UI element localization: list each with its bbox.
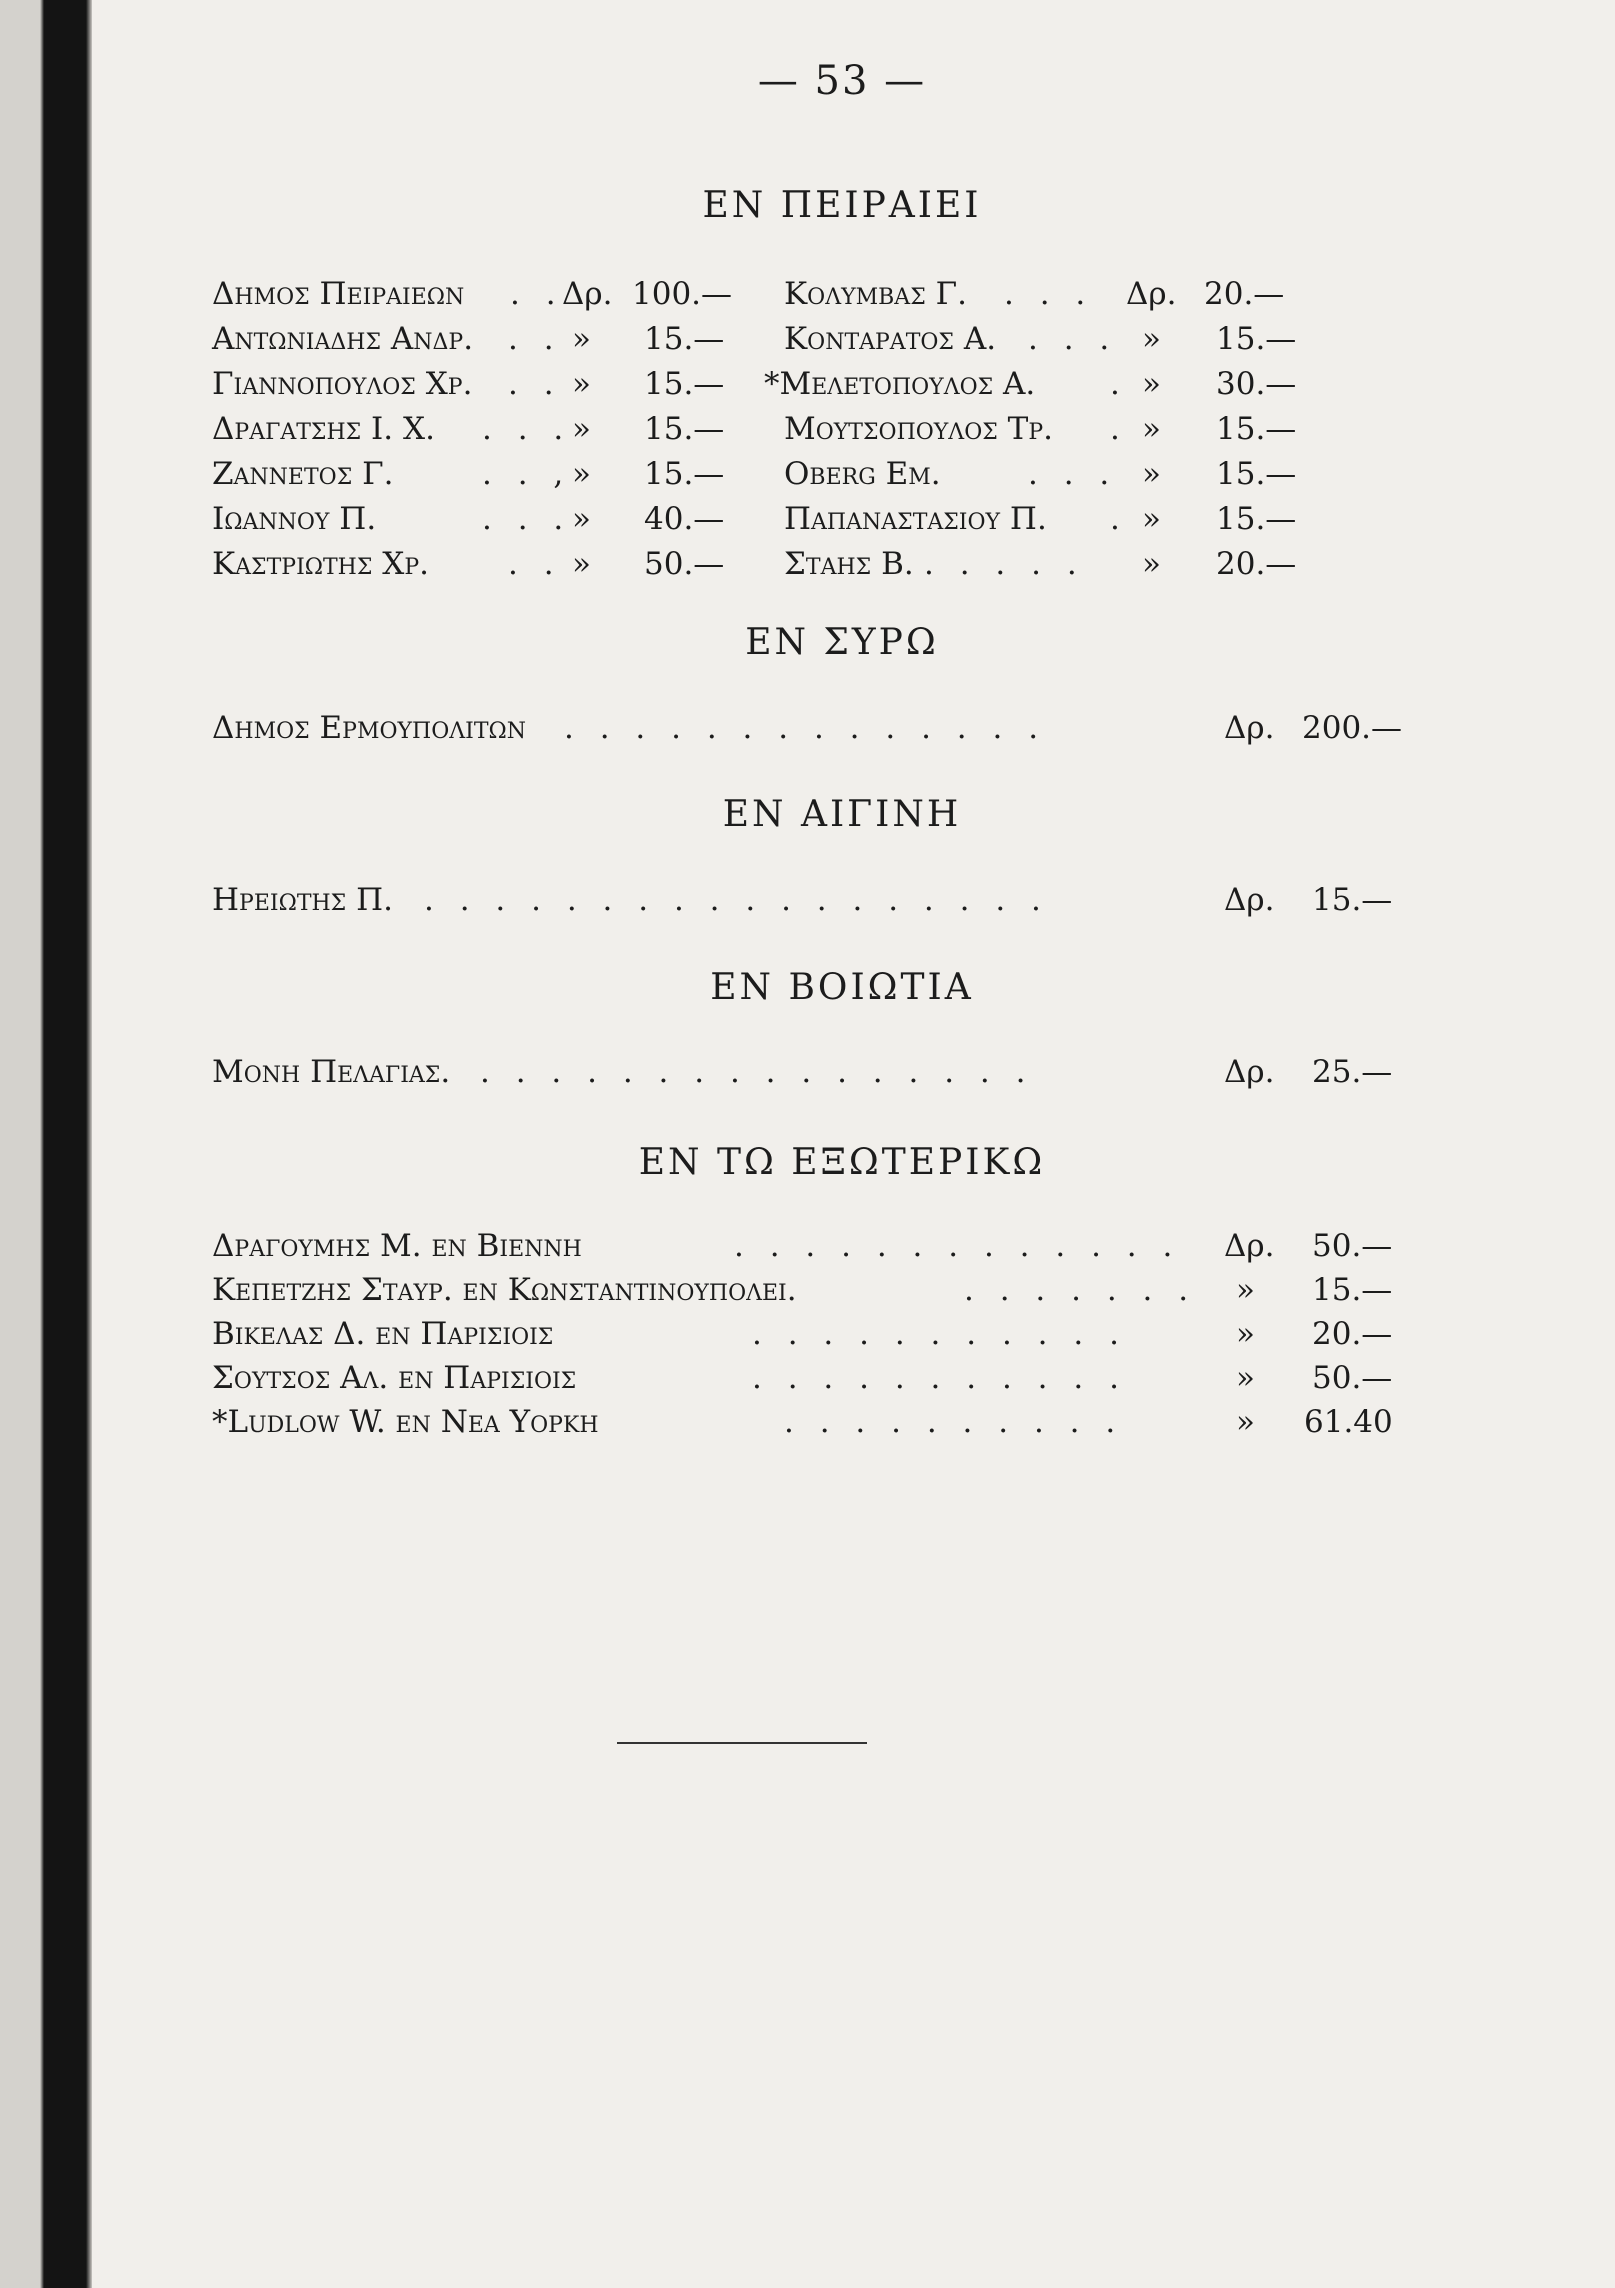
leader-dots: . . .	[1028, 456, 1118, 492]
leader-dots: . .	[508, 366, 562, 402]
closing-rule	[617, 1742, 867, 1744]
entry-name: *Μελετοπουλος Α.	[764, 366, 1036, 402]
amount: 20.—	[1216, 546, 1297, 582]
currency-unit: Δρ.	[562, 276, 613, 312]
leader-dots: . . .	[1028, 321, 1118, 357]
currency-unit: Δρ.	[1126, 276, 1177, 312]
leader-dots: . .	[510, 276, 564, 312]
section-title-syros: ΕΝ ΣΥΡΩ	[745, 622, 939, 663]
amount: 15.—	[644, 321, 725, 357]
leader-dots: .	[1110, 411, 1128, 447]
currency-unit: »	[1236, 1316, 1255, 1352]
currency-unit: »	[1142, 321, 1161, 357]
amount: 15.—	[1216, 411, 1297, 447]
entry-name: Σταης Β.	[784, 546, 914, 582]
currency-unit: »	[1236, 1360, 1255, 1396]
amount: 50.—	[644, 546, 725, 582]
currency-unit: »	[572, 546, 591, 582]
list-item	[212, 1404, 1412, 1444]
currency-unit: »	[1142, 366, 1161, 402]
leader-dots: . . . . . . . . . . . . . .	[564, 710, 1047, 746]
amount: 50.—	[1312, 1228, 1393, 1264]
currency-unit: »	[572, 321, 591, 357]
list-item	[212, 1316, 1412, 1356]
entry-name: Ηρειωτης Π.	[212, 882, 393, 918]
list-item	[212, 1228, 1412, 1268]
currency-unit: Δρ.	[1224, 1228, 1275, 1264]
leader-dots: . . . . . . . . . . . . . . . . . .	[424, 882, 1049, 918]
entry-name: Αντωνιαδης Ανδρ.	[212, 321, 474, 357]
list-item	[212, 882, 1412, 922]
amount: 15.—	[1312, 882, 1393, 918]
amount: 15.—	[1216, 321, 1297, 357]
leader-dots: .	[1110, 366, 1128, 402]
book-binding-edge	[0, 0, 92, 2288]
list-item	[212, 1272, 1412, 1312]
currency-unit: »	[572, 456, 591, 492]
currency-unit: Δρ.	[1224, 710, 1275, 746]
amount: 15.—	[644, 366, 725, 402]
entry-name: Μουτσοπουλος Τρ.	[784, 411, 1053, 447]
entry-name: Ιωαννου Π.	[212, 501, 377, 537]
leader-dots: . . .	[482, 411, 572, 447]
entry-name: Σουτσος Αλ. εν Παρισιοις	[212, 1360, 577, 1396]
currency-unit: »	[1236, 1404, 1255, 1440]
section-title-piraeus: ΕΝ ΠΕΙΡΑΙΕΙ	[702, 185, 982, 226]
leader-dots: .	[1110, 501, 1128, 537]
document-page	[92, 0, 1615, 2288]
currency-unit: »	[1142, 501, 1161, 537]
leader-dots: . .	[508, 321, 562, 357]
leader-dots: . . . . . . . . . . . . . . . .	[480, 1054, 1034, 1090]
entry-name: Ζαννετος Γ.	[212, 456, 394, 492]
section-title-boeotia: ΕΝ ΒΟΙΩΤΙΑ	[710, 967, 974, 1008]
currency-unit: Δρ.	[1224, 1054, 1275, 1090]
amount: 50.—	[1312, 1360, 1393, 1396]
amount: 15.—	[644, 411, 725, 447]
leader-dots: . . . . . . . . . . . . .	[734, 1228, 1181, 1264]
entry-name: Παπαναστασιου Π.	[784, 501, 1047, 537]
entry-name: Βικελας Δ. εν Παρισιοις	[212, 1316, 554, 1352]
currency-unit: »	[572, 501, 591, 537]
amount: 15.—	[1312, 1272, 1393, 1308]
amount: 30.—	[1216, 366, 1297, 402]
currency-unit: »	[572, 411, 591, 447]
leader-dots: . .	[508, 546, 562, 582]
amount: 20.—	[1312, 1316, 1393, 1352]
currency-unit: Δρ.	[1224, 882, 1275, 918]
leader-dots: . . ,	[482, 456, 572, 492]
entry-name: Κολυμβας Γ.	[784, 276, 967, 312]
amount: 61.40	[1304, 1404, 1393, 1440]
leader-dots: . . . . .	[924, 546, 1085, 582]
entry-name: Κονταρατος Α.	[784, 321, 997, 357]
leader-dots: . . . . . . . . . . .	[752, 1360, 1127, 1396]
list-item	[212, 710, 1412, 750]
leader-dots: . . .	[482, 501, 572, 537]
list-item	[212, 1054, 1412, 1094]
entry-name: Δημος Ερμουπολιτων	[212, 710, 527, 746]
section-title-abroad: ΕΝ ΤΩ ΕΞΩΤΕΡΙΚΩ	[638, 1142, 1046, 1183]
currency-unit: »	[1142, 456, 1161, 492]
entry-name: Oberg Εμ.	[784, 456, 941, 492]
entry-name: Γιαννοπουλος Χρ.	[212, 366, 473, 402]
entry-name: Δραγουμης Μ. εν Βιεννη	[212, 1228, 582, 1264]
amount: 40.—	[644, 501, 725, 537]
amount: 100.—	[632, 276, 733, 312]
amount: 15.—	[1216, 456, 1297, 492]
currency-unit: »	[1236, 1272, 1255, 1308]
currency-unit: »	[1142, 546, 1161, 582]
amount: 15.—	[1216, 501, 1297, 537]
section-title-aegina: ΕΝ ΑΙΓΙΝΗ	[722, 794, 962, 835]
leader-dots: . . .	[1004, 276, 1094, 312]
page-number: — 53 —	[757, 58, 927, 104]
currency-unit: »	[1142, 411, 1161, 447]
entry-name: Κεπετζης Σταυρ. εν Κωνσταντινουπολει.	[212, 1272, 797, 1308]
leader-dots: . . . . . . . . . .	[784, 1404, 1124, 1440]
entry-name: Μονη Πελαγιας.	[212, 1054, 451, 1090]
entry-name: Δραγατσης Ι. Χ.	[212, 411, 435, 447]
entry-name: *Ludlow W. εν Νεα Υορκη	[212, 1404, 599, 1440]
amount: 20.—	[1204, 276, 1285, 312]
amount: 15.—	[644, 456, 725, 492]
entry-name: Δημος Πειραιεων	[212, 276, 465, 312]
amount: 200.—	[1302, 710, 1403, 746]
entry-name: Καστριωτης Χρ.	[212, 546, 430, 582]
currency-unit: »	[572, 366, 591, 402]
list-item	[212, 1360, 1412, 1400]
leader-dots: . . . . . . .	[964, 1272, 1197, 1308]
amount: 25.—	[1312, 1054, 1393, 1090]
leader-dots: . . . . . . . . . . .	[752, 1316, 1127, 1352]
